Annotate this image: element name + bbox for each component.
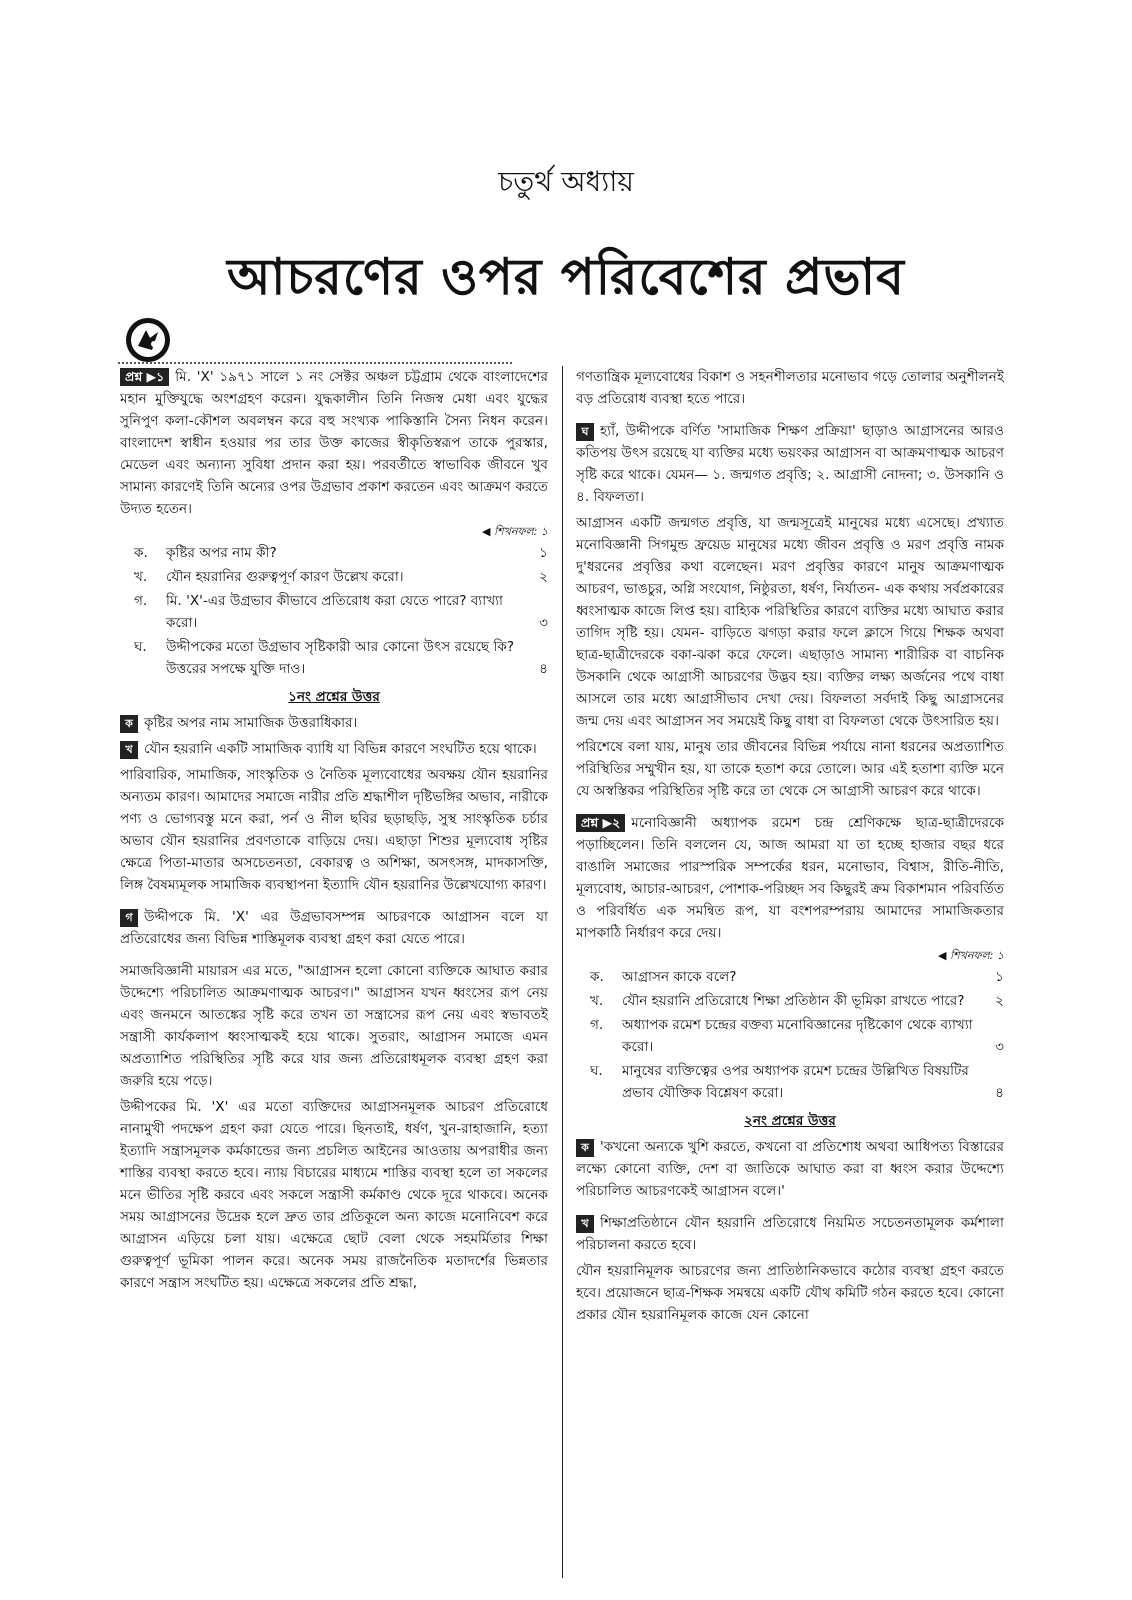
q1-answer-gha-paragraph-1: আগ্রাসন একটি জন্মগত প্রবৃত্তি, যা জন্মসূত্রেই মানুষের মধ্যে এসেছে। প্রখ্যাত মনোবিজ্ঞানী সিগমুন্ড ফ্রয়েড মানুষের মধ্যে জীবন প্রবৃত্তি ও মরণ প্রবৃত্তি নামক দু'ধরনের প্রবৃত্তির কথা বলেছেন। মরণ প্রবৃত্তির কারণে মানুষ আক্রমণাত্মক আচরণ, ভাঙচুর, অগ্নি সংযোগ, নিষ্ঠুরতা, ধর্ষণ, নির্যাতন- এক কথায় সর্বপ্রকারের ধ্বংসাত্মক কাজে লিপ্ত হয়। বাহ্যিক পরিস্থিতির কারণে ব্যক্তির মধ্যে আঘাত করার তাগিদ সৃষ্টি হয়। যেমন- বাড়িতে ঝগড়া করার ফলে ক্লাসে গিয়ে শিক্ষক অথবা ছাত্র-ছাত্রীদেরকে বকা-ঝকা করে ফেলে। এছাড়াও সামান্য শারীরিক বা বাচনিক উসকানি থেকে আগ্রাসী আচরণের উদ্ভব হয়। ব্যক্তির লক্ষ্য অর্জনের পথে বাধা আসলে তার মধ্যে আগ্রাসীভাব দেখা দেয়। বিফলতা সর্বদাই কিছু আগ্রাসনের জন্ম দেয় এবং আগ্রাসন সব সময়েই কিছু বাধা বা বিফলতা থেকে উৎসারিত হয়। [576,515,1004,729]
q2-item-gha: ঘ. মানুষের ব্যক্তিত্বের ওপর অধ্যাপক রমেশ চন্দ্রের উল্লিখিত বিষয়টির প্রভাব যৌক্তিক বিশ্লেষণ করো। ৪ [590,1063,1004,1101]
q2-item-ga: গ. অধ্যাপক রমেশ চন্দ্রের বক্তব্য মনোবিজ্ঞানের দৃষ্টিকোণ থেকে ব্যাখ্যা করো। ৩ [590,1017,1004,1055]
q2-item-ka: ক. আগ্রাসন কাকে বলে? ১ [590,969,1004,985]
q1-answer-heading: ১নং প্রশ্নের উত্তর [288,689,380,705]
q1-item-ga: গ. মি. 'X'-এর উগ্রভাব কীভাবে প্রতিরোধ করা যেতে পারে? ব্যাখ্যা করো। ৩ [134,593,548,631]
creative-question-logo-icon [124,316,172,364]
q1-answer-ga-continued: গণতান্ত্রিক মূল্যবোধের বিকাশ ও সহনশীলতার মনোভাব গড়ে তোলার অনুশীলনই বড় প্রতিরোধ ব্যবস্থা হতে পারে। [576,369,1004,407]
q1-answer-gha-paragraph-2: পরিশেষে বলা যায়, মানুষ তার জীবনের বিভিন্ন পর্যায়ে নানা ধরনের অপ্রত্যাশিত পরিস্থিতির সম্মুখীন হয়, যা তাকে হতাশ করে তোলে। আর এই হতাশা ব্যক্তি মনে যে অস্বস্তিকর পরিস্থিতির সৃষ্টি করে তা থেকে সে আগ্রাসী আচরণ করে থাকে। [576,739,1004,799]
q2-item-kha: খ. যৌন হয়রানি প্রতিরোধে শিক্ষা প্রতিষ্ঠান কী ভূমিকা রাখতে পারে? ২ [590,993,1004,1009]
dotted-separator [118,362,512,364]
q1-item-ka: ক. কৃষ্টির অপর নাম কী? ১ [134,545,548,561]
q2-answer-heading: ২নং প্রশ্নের উত্তর [744,1113,836,1129]
q2-answer-kha-paragraph: যৌন হয়রানিমূলক আচরণের জন্য প্রাতিষ্ঠানিকভাবে কঠোর ব্যবস্থা গ্রহণ করতে হবে। প্রয়োজনে ছাত্র-শিক্ষক সমন্বয়ে একটি যৌথ কমিটি গঠন করতে হবে। কোনো প্রকার যৌন হয়রানিমূলক কাজে যেন কোনো [576,1263,1004,1323]
q2-learning-outcome: ◀ শিখনফল: ১ [938,949,1004,962]
right-column [576,366,1004,1330]
q1-answer-kha: খ যৌন হয়রানি একটি সামাজিক ব্যাধি যা বিভিন্ন কারণে সংঘটিত হয়ে থাকে। [120,738,548,760]
question-2-badge: প্রশ্ন ▶২ [576,814,625,832]
question-2-stem: প্রশ্ন ▶২ মনোবিজ্ঞানী অধ্যাপক রমেশ চন্দ্র শ্রেণিকক্ষে ছাত্র-ছাত্রীদেরকে পড়াচ্ছিলেন। তিনি বললেন যে, আজ আমরা যা তা হচ্ছে হাজার বছর ধরে বাঙালি সমাজের পারস্পরিক সম্পর্কের ধরন, মনোভাব, বিশ্বাস, রীতি-নীতি, মূল্যবোধ, আচার-আচরণ, পোশাক-পরিচ্ছদ সব কিছুরই ক্রম বিকাশমান পরিবর্তিত ও পরিবর্ধিত এক সমন্বিত রূপ, যা বংশপরম্পরায় আমাদের সামাজিকতার মাপকাঠি নির্ধারণ করে দেয়। [576,815,1004,941]
q1-learning-outcome: ◀ শিখনফল: ১ [482,525,548,538]
q2-answer-kha: খ শিক্ষাপ্রতিষ্ঠানে যৌন হয়রানি প্রতিরোধে নিয়মিত সচেতনতামূলক কর্মশালা পরিচালনা করতে হবে। [576,1215,1004,1253]
q1-item-gha: ঘ. উদ্দীপকের মতো উগ্রভাব সৃষ্টিকারী আর কোনো উৎস রয়েছে কি? উত্তরের সপক্ষে যুক্তি দাও। ৪ [134,639,548,677]
q1-answer-ga-paragraph-1: সমাজবিজ্ঞানী মায়ারস এর মতে, "আগ্রাসন হলো কোনো ব্যক্তিকে আঘাত করার উদ্দেশ্যে পরিচালিত আক্রমণাত্মক আচরণ।" আগ্রাসন যখন ধ্বংসের রূপ নেয় এবং জনমনে আতঙ্কের সৃষ্টি করে তখন তা সন্ত্রাসের রূপ নেয় এবং স্বভাবতই সন্ত্রাসী কার্যকলাপ ধ্বংসাত্মকই হয়ে থাকে। সুতরাং, আগ্রাসন সমাজে এমন অপ্রত্যাশিত পরিস্থিতির সৃষ্টি করে যার জন্য প্রতিরোধমূলক ব্যবস্থা গ্রহণ করা জরুরি হয়ে পড়ে। [120,963,548,1089]
q1-answer-ga: গ উদ্দীপকে মি. 'X' এর উগ্রভাবসম্পন্ন আচরণকে আগ্রাসন বলে যা প্রতিরোধের জন্য বিভিন্ন শাস্তিমূলক ব্যবস্থা গ্রহণ করা যেতে পারে। [120,909,548,947]
chapter-title: আচরণের ওপর পরিবেশের প্রভাব [227,247,905,306]
q1-answer-ga-paragraph-2: উদ্দীপকের মি. 'X' এর মতো ব্যক্তিদের আগ্রাসনমূলক আচরণ প্রতিরোধে নানামুখী পদক্ষেপ গ্রহণ করা যেতে পারে। ছিনতাই, ধর্ষণ, খুন-রাহাজানি, হত্যা ইত্যাদি সন্ত্রাসমূলক কর্মকান্ডের জন্য প্রচলিত আইনের আওতায় অপরাধীর জন্য শাস্তির ব্যবস্থা করতে হবে। ন্যায় বিচারের মাধ্যমে শাস্তির ব্যবস্থা হলে তা সকলের মনে ভীতির সৃষ্টি করবে এবং সকলে সন্ত্রাসী কর্মকাণ্ড থেকে দূরে থাকবে। অনেক সময় আগ্রাসনের উদ্রেক হলে দ্রুত তার প্রতিকূলে অন্য কাজে মনোনিবেশ করে আগ্রাসন এড়িয়ে চলা যায়। এক্ষেত্রে ছোট বেলা থেকে সহমর্মিতার শিক্ষা গুরুত্বপূর্ণ ভূমিকা পালন করে। অনেক সময় রাজনৈতিক মতাদর্শের ভিন্নতার কারণে সন্ত্রাস সংঘটিত হয়। এক্ষেত্রে সকলের প্রতি শ্রদ্ধা, [120,1099,548,1291]
q1-item-kha: খ. যৌন হয়রানির গুরুত্বপূর্ণ কারণ উল্লেখ করো। ২ [134,569,548,585]
q1-answer-ka: ক কৃষ্টির অপর নাম সামাজিক উত্তরাধিকার। [120,712,548,734]
question-1-stem: প্রশ্ন ▶১ মি. 'X' ১৯৭১ সালে ১ নং সেক্টর অঞ্চল চট্টগ্রাম থেকে বাংলাদেশের মহান মুক্তিযুদ্ধে অংশগ্রহণ করেন। যুদ্ধকালীন তিনি নিজস্ব মেধা এবং যুদ্ধের সুনিপুণ কলা-কৌশল অবলম্বন করে বহু সংখ্যক পাকিস্তানি সৈন্য নিধন করেন। বাংলাদেশ স্বাধীন হওয়ার পর তার উক্ত কাজের স্বীকৃতিস্বরূপ তাকে পুরস্কার, মেডেল এবং অন্যান্য সুবিধা প্রদান করা হয়। পরবর্তীতে স্বাভাবিক জীবনে খুব সামান্য কারণেই তিনি অন্যের ওপর উগ্রভাব প্রকাশ করতেন এবং আক্রমণ করতে উদ্যত হতেন। [120,369,548,517]
q1-answer-kha-paragraph: পারিবারিক, সামাজিক, সাংস্কৃতিক ও নৈতিক মূল্যবোধের অবক্ষয় যৌন হয়রানির অন্যতম কারণ। আমাদের সমাজে নারীর প্রতি শ্রদ্ধাশীল দৃষ্টিভঙ্গির অভাব, নারীকে পণ্য ও ভোগ্যবস্তু মনে করা, পর্ন ও নীল ছবির ছড়াছড়ি, সুস্থ সাংস্কৃতিক চর্চার অভাব যৌন হয়রানির প্রবণতাকে বাড়িয়ে দেয়। এছাড়া শিশুর মূল্যবোধ সৃষ্টির ক্ষেত্রে পিতা-মাতার অসচেতনতা, বেকারত্ব ও অশিক্ষা, অসৎসঙ্গ, মাদকাসক্তি, লিঙ্গ বৈষম্যমূলক সামাজিক ব্যবস্থাপনা ইত্যাদি যৌন হয়রানির উল্লেখযোগ্য কারণ। [120,767,548,893]
q1-answer-gha: ঘ হ্যাঁ, উদ্দীপকে বর্ণিত 'সামাজিক শিক্ষণ প্রক্রিয়া' ছাড়াও আগ্রাসনের আরও কতিপয় উৎস রয়েছে যা ব্যক্তির মধ্যে ভয়ংকর আগ্রাসন বা আক্রমণাত্মক আচরণ সৃষ্টি করে থাকে। যেমন— ১. জন্মগত প্রবৃত্তি; ২. আগ্রাসী নোদনা; ৩. উসকানি ও ৪. বিফলতা। [576,423,1004,505]
left-column [120,366,548,1298]
chapter-label: চতুর্থ অধ্যায় [498,165,634,198]
column-divider [562,366,563,1578]
question-1-badge: প্রশ্ন ▶১ [120,368,169,386]
q2-answer-ka: ক 'কখনো অন্যকে খুশি করতে, কখনো বা প্রতিশোধ অথবা আধিপত্য বিস্তারের লক্ষ্যে কোনো ব্যক্তি, দেশ বা জাতিকে আঘাত করা বা ধ্বংস করার উদ্দেশ্যে পরিচালিত আচরণকেই আগ্রাসন বলে।' [576,1139,1004,1199]
